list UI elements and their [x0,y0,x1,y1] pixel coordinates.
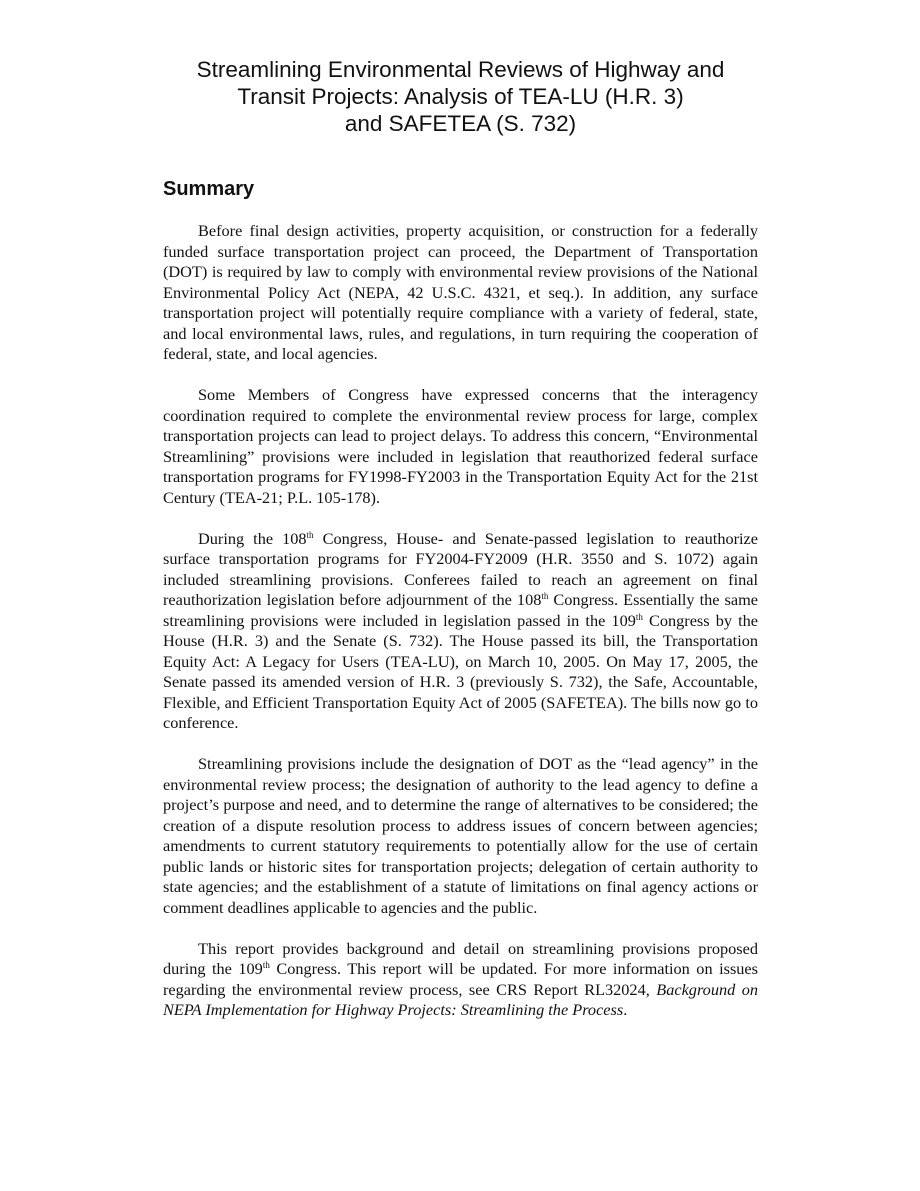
paragraph-3-text-3: Congress. Essentially the same streamlining provisions were included in legislation passed in the 109 [163,590,758,630]
title-line-3: and SAFETEA (S. 732) [344,111,577,136]
document-page [163,56,758,1041]
paragraph-5 [163,939,758,1021]
paragraph-2: Some Members of Congress have expressed concerns that the interagency coordination required to complete the environmental review process for large, complex transportation projects can lead to project delays. To address this concern, “Environmental Streamlining” provisions were included in legislation that reauthorized federal surface transportation programs for FY1998-FY2003 in the Transportation Equity Act for the 21st Century (TEA-21; P.L. 105-178). [163,385,758,507]
paragraph-5-text-2: Congress. This report will be updated. For more information on issues regarding the environmental review process, see CRS Report RL32024, [163,959,758,999]
paragraph-5-text-1: This report provides background and detail on streamlining provisions proposed during the 109 [163,938,758,978]
paragraph-1: Before final design activities, property acquisition, or construction for a federally funded surface transportation project can proceed, the Department of Transportation (DOT) is required by law to comply with environmental review provisions of the National Environmental Policy Act (NEPA, 42 U.S.C. 4321, et seq.). In addition, any surface transportation project will potentially require compliance with a variety of federal, state, and local environmental laws, rules, and regulations, in turn requiring the cooperation of federal, state, and local agencies. [163,221,758,363]
ordinal-suffix: th [635,611,643,622]
title-line-1: Streamlining Environmental Reviews of Highway and [196,57,725,82]
paragraph-3-text-4: Congress by the House (H.R. 3) and the Senate (S. 732). The House passed its bill, the Transportation Equity Act: A Legacy for Users (TEA-LU), on March 10, 2005. On May 17, 2005, the Senate passed its amended version of H.R. 3 (previously S. 732), the Safe, Accountable, Flexible, and Efficient Transportation Equity Act of 2005 (SAFETEA). The bills now go to conference. [163,610,758,732]
paragraph-5-text-3: . [623,1000,628,1019]
ordinal-suffix: th [306,529,314,540]
ordinal-suffix: th [541,591,549,601]
document-title [143,56,778,137]
paragraph-3-text-1: During the 108 [198,528,307,548]
paragraph-3-text-2: Congress, House- and Senate-passed legislation to reauthorize surface transportation programs for FY2004-FY2009 (H.R. 3550 and S. 1072) again included streamlining provisions. Conferees failed to reach an agreement on final reauthorization legislation before adjournment of the 108 [163,528,758,609]
title-line-2: Transit Projects: Analysis of TEA-LU (H.R. 3) [237,84,684,109]
paragraph-3 [163,529,758,734]
section-heading-summary: Summary [163,178,255,200]
ordinal-suffix: th [262,960,270,970]
report-title-citation: Background on NEPA Implementation for Highway Projects: Streamlining the Process [163,979,758,1019]
paragraph-4: Streamlining provisions include the designation of DOT as the “lead agency” in the environmental review process; the designation of authority to the lead agency to define a project’s purpose and need, and to determine the range of alternatives to be considered; the creation of a dispute resolution process to address issues of concern between agencies; amendments to current statutory requirements to potentially allow for the use of certain public lands or historic sites for transportation projects; delegation of certain authority to state agencies; and the establishment of a statute of limitations on final agency actions or comment deadlines applicable to agencies and the public. [163,754,758,917]
